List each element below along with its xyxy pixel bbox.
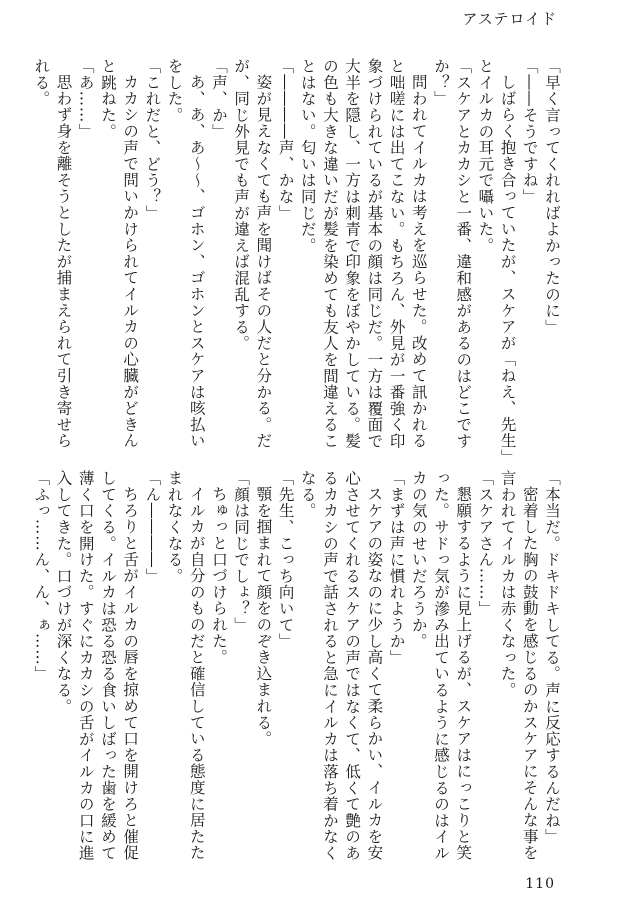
text-line: 「声、か」	[209, 58, 228, 140]
text-line: をした。	[165, 58, 184, 124]
text-line: と咄嗟には出てこない。もちろん、外見が一番強く印	[387, 58, 406, 450]
text-line: 「まずは声に慣れようか」	[387, 470, 406, 666]
running-head: アステロイド	[462, 10, 557, 28]
text-line: 「――――声、かな」	[276, 58, 295, 221]
text-line: なる。	[298, 470, 317, 519]
text-line: るカカシの声で話されると急にイルカは落ち着かなく	[320, 470, 339, 862]
text-line: 思わず身を離そうとしたが捕まえられて引き寄せら	[54, 73, 73, 449]
text-line: しばらく抱き合っていたが、スケアが「ねえ、先生」	[498, 73, 517, 465]
text-line: スケアの姿なのに少し高くて柔らかい、イルカを安	[365, 485, 384, 861]
text-line: 「――そうですね」	[520, 58, 539, 205]
text-line: と跳ねた。	[98, 58, 117, 140]
text-block-top	[30, 58, 563, 465]
text-line: が、同じ外見でも声が違えば混乱する。	[232, 58, 251, 352]
text-line: 「ん――――」	[143, 470, 162, 585]
text-line: 「本当だ。ドキドキしてる。声に反応するんだね」	[543, 470, 561, 845]
text-line: 大半を隠し、一方は刺青で印象をぼやかしている。髪	[343, 58, 362, 450]
text-line: の色も大きな違いだが髪を染めても友人を間違えるこ	[320, 58, 339, 450]
text-line: 心させてくれるスケアの声ではなくて、低くて艶のあ	[343, 470, 362, 862]
text-line: 密着した胸の鼓動を感じるのかスケアにそんな事を	[520, 485, 539, 861]
text-line: 「先生、こっち向いて」	[276, 470, 295, 650]
text-line: イルカが自分のものだと確信している態度に居たた	[187, 485, 206, 861]
text-line: 「ふっ……ん、ん、ぁ……」	[32, 470, 51, 682]
text-line: 入してきた。口づけが深くなる。	[54, 470, 73, 715]
text-line: とはない。匂いは同じだ。	[298, 58, 317, 254]
text-line: れる。	[32, 58, 51, 107]
text-line: 顎を掴まれて顔をのぞき込まれる。	[254, 485, 273, 747]
text-line: あ、あ、あ～～、ゴホン、ゴホンとスケアは咳払い	[187, 73, 206, 449]
text-line: 薄く口を開けた。すぐにカカシの舌がイルカの口に進	[76, 470, 95, 862]
text-line: まれなくなる。	[165, 470, 184, 585]
text-line: 「顔は同じでしょ？」	[232, 470, 251, 633]
text-line: 象づけられているが基本の顔は同じだ。一方は覆面で	[365, 58, 384, 450]
text-line: 「これだと、どう？」	[143, 58, 162, 221]
text-line: か？」	[431, 58, 450, 107]
text-line: 「スケアさん……」	[476, 470, 495, 617]
text-line: った。サドっ気が滲み出ているように感じるのはイル	[431, 470, 450, 862]
text-line: 懇願するように見上げるが、スケアはにっこりと笑	[454, 485, 473, 861]
text-line: 「スケアとカカシと一番、違和感があるのはどこです	[454, 58, 473, 450]
text-line: カカシの声で問いかけられてイルカの心臓がどきん	[121, 73, 140, 449]
text-line: とイルカの耳元で囁いた。	[476, 58, 495, 254]
text-line: 言われてイルカは赤くなった。	[498, 470, 517, 699]
page-number: 110	[525, 876, 555, 892]
text-line: 「早く言ってくれればよかったのに」	[543, 58, 561, 336]
text-line: 「あ……」	[76, 58, 95, 140]
text-line: ちろりと舌がイルカの唇を掠めて口を開けろと催促	[121, 485, 140, 861]
text-line: ちゅっと口づけられた。	[209, 485, 228, 665]
text-line: 問われてイルカは考えを巡らせた。改めて訊かれる	[409, 73, 428, 449]
text-line: カの気のせいだろうか。	[409, 470, 428, 650]
text-line: してくる。イルカは恐る恐る食いしばった歯を緩めて	[98, 470, 117, 862]
text-block-bottom	[30, 470, 563, 862]
text-line: 姿が見えなくても声を聞けばその人だと分かる。だ	[254, 73, 273, 449]
